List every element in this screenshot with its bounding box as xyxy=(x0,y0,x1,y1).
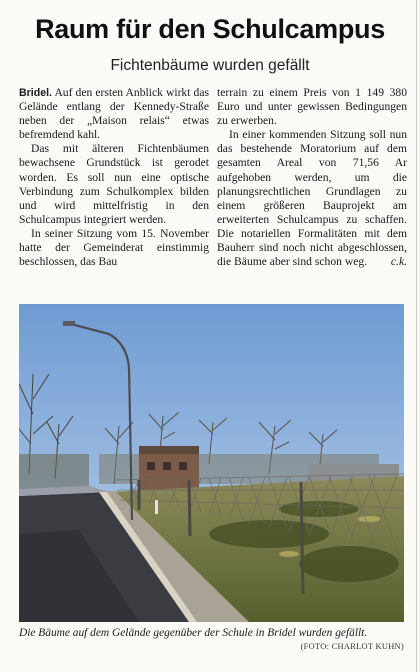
photo-credit: (FOTO: CHARLOT KUHN) xyxy=(300,642,404,651)
paragraph-3: In seiner Sitzung vom 15. November hatte der Gemeinderat einstimmig beschlossen, das Bau xyxy=(19,226,209,269)
photo-street-scene xyxy=(19,304,404,622)
paragraph-2: Das mit älteren Fichtenbäumen bewachsene Grundstück ist gerodet worden. Es soll nun eine optische Verbindung zum Schulkomplex bilden und wird mittelfristig in den Schulcampus integriert werden. xyxy=(19,142,209,226)
article-column-right xyxy=(217,86,407,269)
article-subheadline: Fichtenbäume wurden gefällt xyxy=(110,57,310,74)
paragraph-4-text: In einer kommenden Sitzung soll nun das bestehende Moratorium auf dem gesamten Areal von 71,56 Ar aufgehoben werden, um die planungsrechtlichen Grundlagen zu einem größeren Bauprojekt am erweiterten Schulcampus zu schaffen. Die notariellen Formalitäten mit dem Bauherr sind noch nicht abgeschlossen, die Bäume aber sind schon weg. xyxy=(217,128,407,269)
article-photo xyxy=(19,304,404,622)
paragraph-1-text: Auf den ersten Anblick wirkt das Gelände entlang der Kennedy-Straße neben der „Maison relais“ etwas befremdend kahl. xyxy=(19,86,209,142)
page-edge-rule xyxy=(416,0,417,672)
paragraph-4 xyxy=(217,128,407,269)
paragraph-3-continued: terrain zu einem Preis von 1 149 380 Euro und unter gewissen Bedingungen zu erwerben. xyxy=(217,86,407,128)
article-headline: Raum für den Schulcampus xyxy=(35,14,385,44)
dateline: Bridel. xyxy=(19,87,52,99)
author-initials: c.k. xyxy=(390,255,407,269)
photo-caption: Die Bäume auf dem Gelände gegenüber der Schule in Bridel wurden gefällt. xyxy=(19,627,368,639)
article-column-left xyxy=(19,86,209,269)
paragraph-1 xyxy=(19,86,209,142)
